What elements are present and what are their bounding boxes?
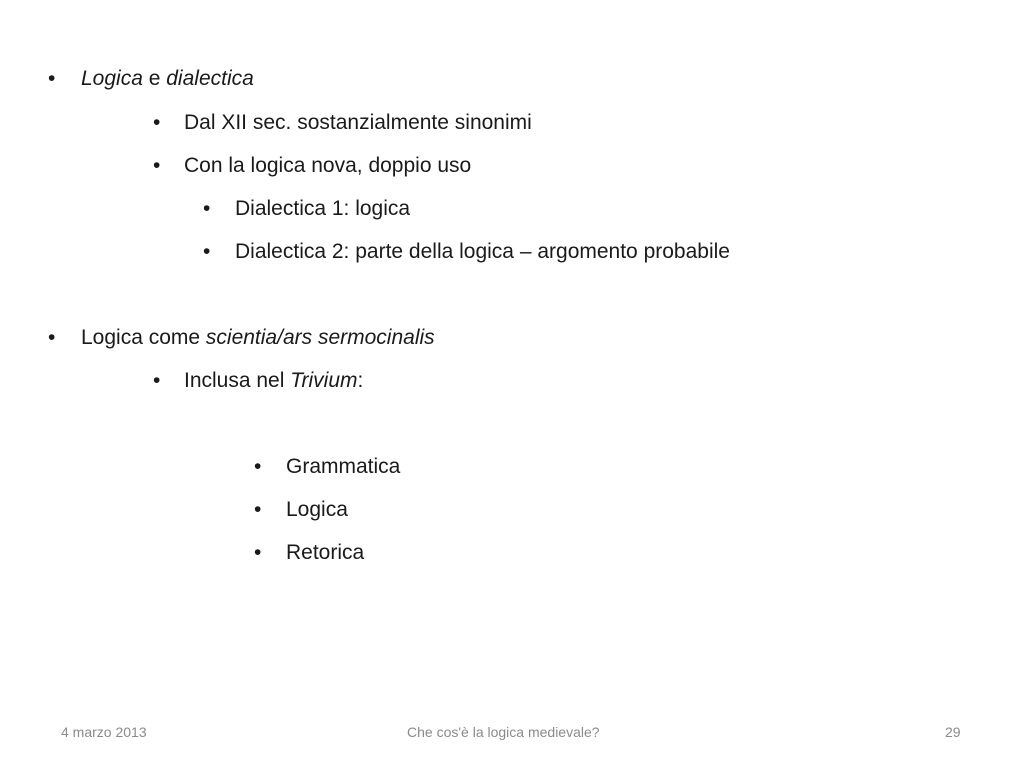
- bullet-marker: •: [254, 498, 262, 521]
- bullet-marker: •: [254, 455, 262, 478]
- footer-title: Che cos'è la logica medievale?: [407, 724, 600, 740]
- bullet-item-dal-xii: Dal XII sec. sostanzialmente sinonimi: [184, 111, 532, 134]
- bullet-marker: •: [203, 240, 211, 263]
- bullet-item-grammatica: Grammatica: [286, 455, 401, 478]
- bullet-marker: •: [48, 326, 56, 349]
- bullet-item-retorica: Retorica: [286, 541, 365, 564]
- bullet-marker: •: [153, 154, 161, 177]
- bullet-item-logica-nova: Con la logica nova, doppio uso: [184, 154, 472, 177]
- bullet-marker: •: [153, 369, 161, 392]
- bullet-marker: •: [254, 541, 262, 564]
- footer-date: 4 marzo 2013: [61, 724, 147, 740]
- bullet-marker: •: [153, 111, 161, 134]
- bullet-marker: •: [48, 67, 56, 90]
- bullet-item-inclusa-trivium: Inclusa nel Trivium:: [184, 369, 364, 392]
- bullet-item-logica-e-dialectica: Logica e dialectica: [81, 67, 254, 90]
- bullet-item-dialectica-2: Dialectica 2: parte della logica – argomento probabile: [235, 240, 730, 263]
- bullet-marker: •: [203, 197, 211, 220]
- footer-page-number: 29: [945, 724, 961, 740]
- bullet-item-logica-come: Logica come scientia/ars sermocinalis: [81, 326, 435, 349]
- bullet-item-logica: Logica: [286, 498, 348, 521]
- bullet-item-dialectica-1: Dialectica 1: logica: [235, 197, 411, 220]
